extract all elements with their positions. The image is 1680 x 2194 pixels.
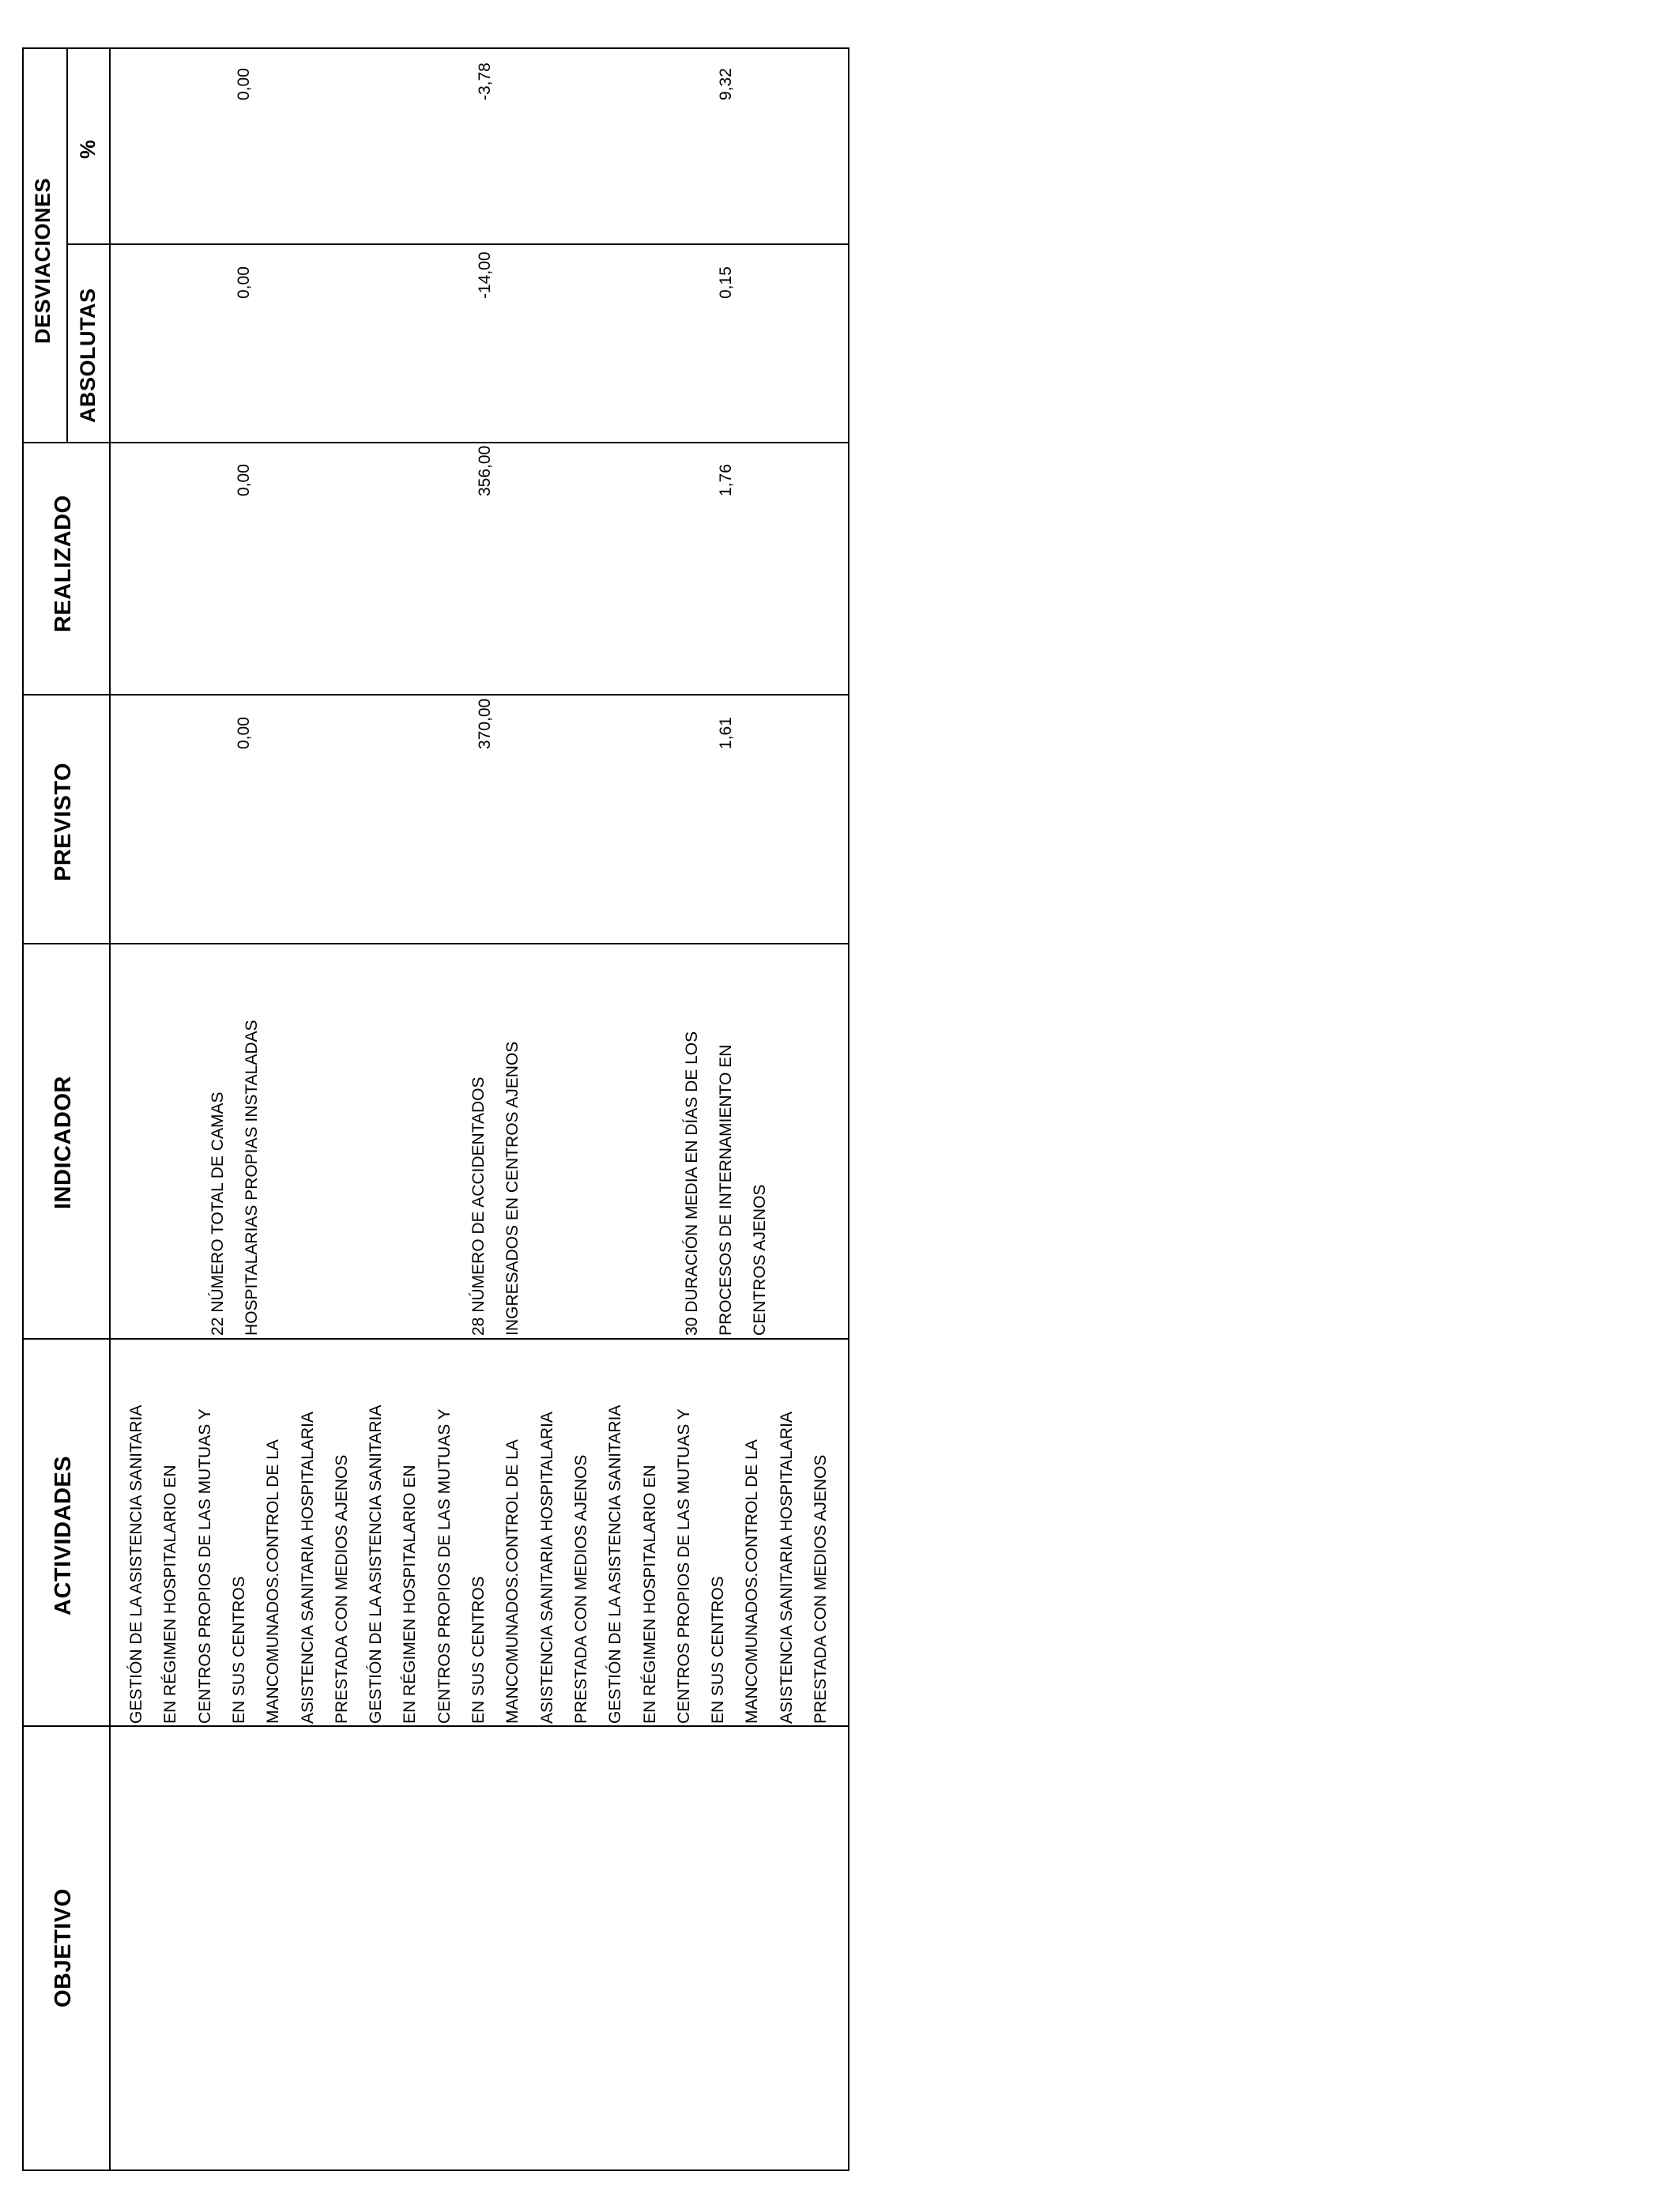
indicador-line: 30 DURACIÓN MEDIA EN DÍAS DE LOS: [683, 1031, 701, 1336]
actividades-line: MANCOMUNADOS.CONTROL DE LA: [503, 1439, 522, 1724]
actividades-line: CENTROS PROPIOS DE LAS MUTUAS Y: [675, 1408, 693, 1724]
actividades-line: ASISTENCIA SANITARIA HOSPITALARIA: [538, 1412, 556, 1724]
indicador-line: INGRESADOS EN CENTROS AJENOS: [503, 1041, 522, 1336]
actividades-line: PRESTADA CON MEDIOS AJENOS: [572, 1454, 590, 1724]
previsto-value: 0,00: [235, 717, 253, 749]
indicador-line: 28 NÚMERO DE ACCIDENTADOS: [469, 1076, 488, 1336]
header-indicador: INDICADOR: [51, 1076, 76, 1209]
actividades-line: GESTIÓN DE LA ASISTENCIA SANITARIA: [606, 1404, 624, 1724]
absolutas-value: 0,15: [717, 266, 735, 299]
actividades-line: CENTROS PROPIOS DE LAS MUTUAS Y: [435, 1408, 454, 1724]
actividades-line: MANCOMUNADOS.CONTROL DE LA: [743, 1439, 761, 1724]
actividades-line: ASISTENCIA SANITARIA HOSPITALARIA: [778, 1412, 796, 1724]
absolutas-value: -14,00: [476, 251, 494, 299]
realizado-value: 1,76: [717, 464, 735, 496]
header-desviaciones: DESVIACIONES: [31, 177, 55, 344]
previsto-value: 370,00: [476, 698, 494, 749]
actividades-line: PRESTADA CON MEDIOS AJENOS: [812, 1454, 830, 1724]
header-realizado: REALIZADO: [51, 495, 76, 632]
indicador-line: 22 NÚMERO TOTAL DE CAMAS: [209, 1091, 227, 1336]
actividades-line: EN RÉGIMEN HOSPITALARIO EN: [641, 1465, 659, 1724]
actividades-line: EN SUS CENTROS: [230, 1576, 248, 1724]
actividades-line: GESTIÓN DE LA ASISTENCIA SANITARIA: [367, 1404, 385, 1724]
previsto-value: 1,61: [717, 717, 735, 749]
actividades-line: EN RÉGIMEN HOSPITALARIO EN: [401, 1465, 419, 1724]
actividades-line: EN RÉGIMEN HOSPITALARIO EN: [161, 1465, 179, 1724]
actividades-line: EN SUS CENTROS: [709, 1576, 727, 1724]
header-absolutas: ABSOLUTAS: [76, 288, 100, 423]
header-actividades: ACTIVIDADES: [51, 1455, 76, 1615]
realizado-value: 356,00: [476, 445, 494, 496]
indicador-line: HOSPITALARIAS PROPIAS INSTALADAS: [243, 1020, 261, 1336]
indicador-line: PROCESOS DE INTERNAMIENTO EN: [717, 1044, 735, 1336]
actividades-line: GESTIÓN DE LA ASISTENCIA SANITARIA: [127, 1404, 145, 1724]
porcentaje-value: 0,00: [235, 68, 253, 100]
actividades-line: EN SUS CENTROS: [469, 1576, 488, 1724]
porcentaje-value: -3,78: [476, 62, 494, 100]
header-objetivo: OBJETIVO: [51, 1888, 76, 2007]
header-previsto: PREVISTO: [51, 762, 76, 881]
actividades-line: ASISTENCIA SANITARIA HOSPITALARIA: [299, 1412, 317, 1724]
porcentaje-value: 9,32: [717, 68, 735, 100]
realizado-value: 0,00: [235, 464, 253, 496]
actividades-line: CENTROS PROPIOS DE LAS MUTUAS Y: [196, 1408, 214, 1724]
header-porcentaje: %: [76, 139, 100, 159]
indicador-line: CENTROS AJENOS: [751, 1184, 769, 1336]
actividades-line: MANCOMUNADOS.CONTROL DE LA: [264, 1439, 282, 1724]
actividades-line: PRESTADA CON MEDIOS AJENOS: [333, 1454, 351, 1724]
absolutas-value: 0,00: [235, 266, 253, 299]
